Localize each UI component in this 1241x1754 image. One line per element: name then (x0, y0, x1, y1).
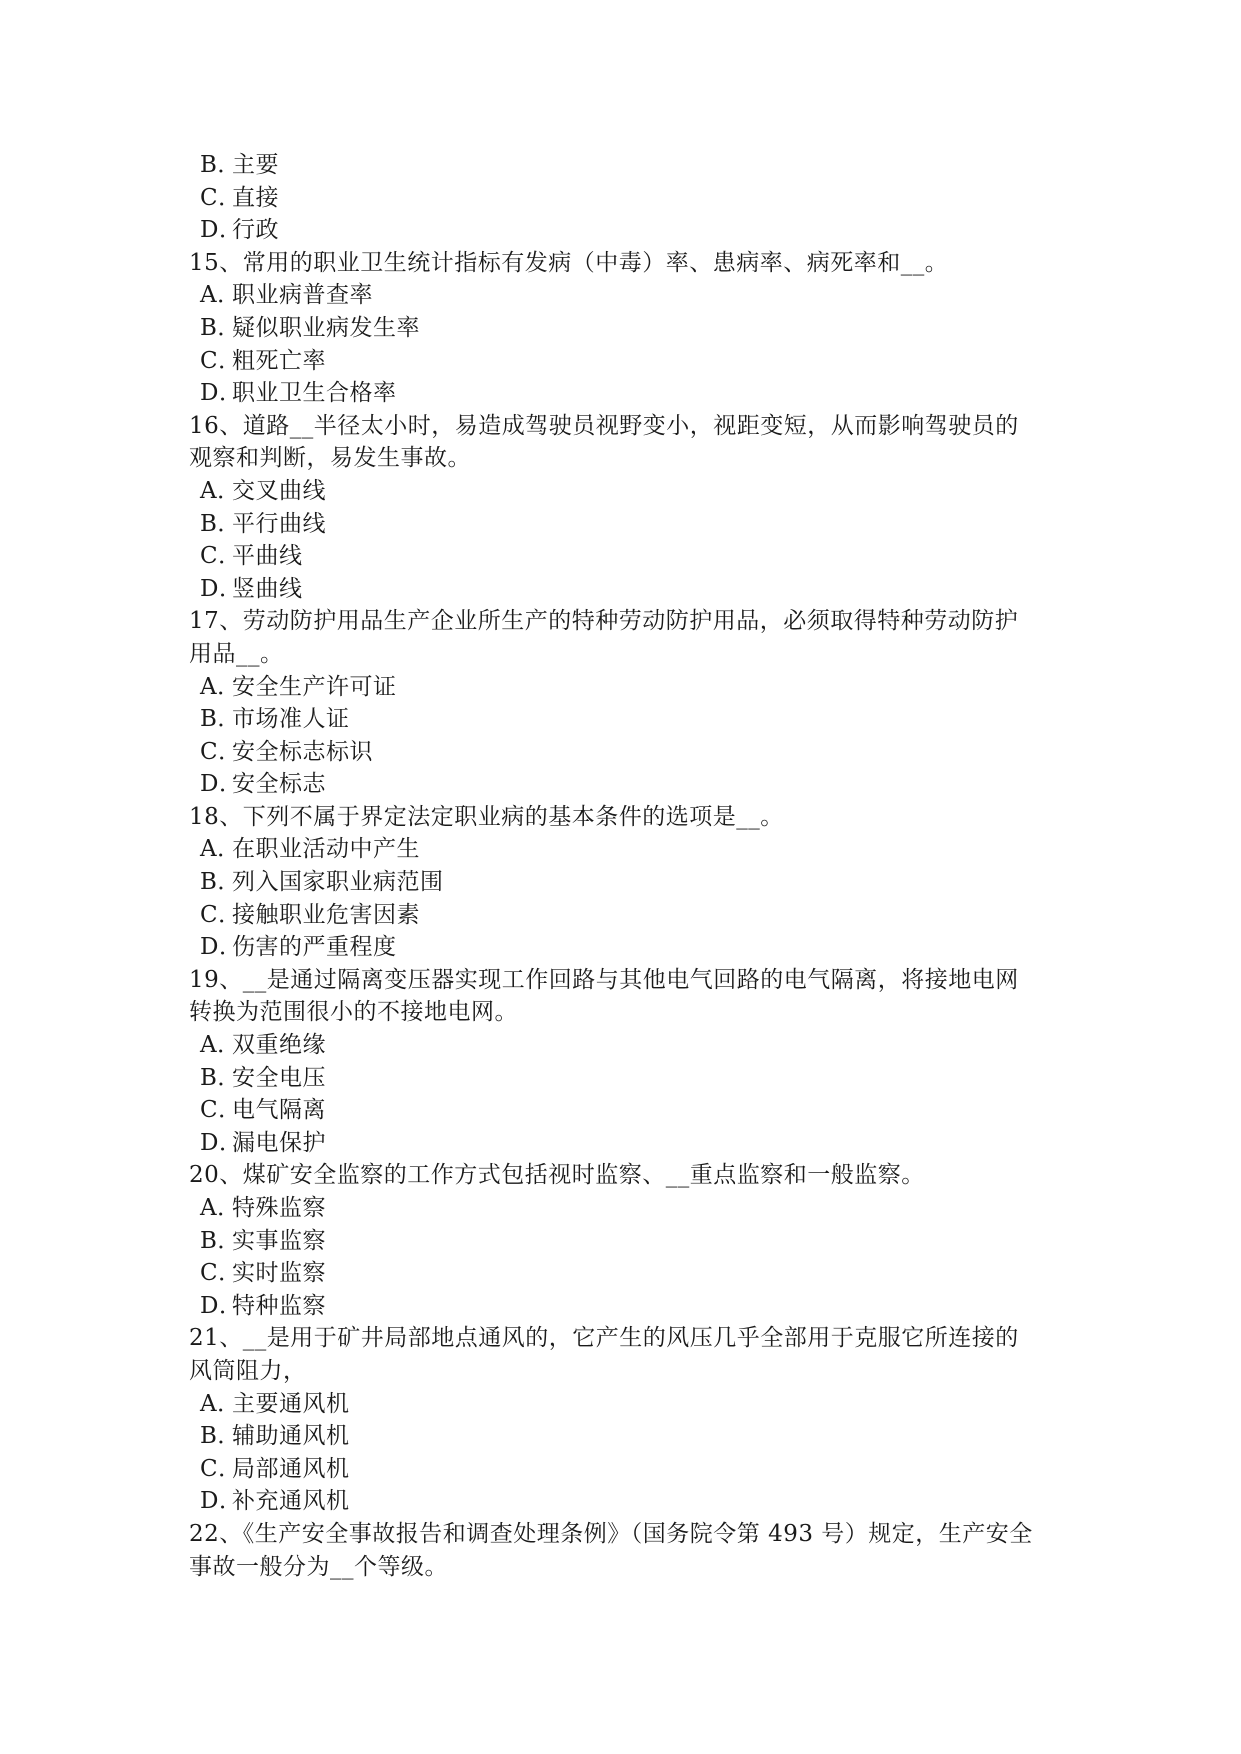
option-letter: B． (200, 314, 241, 341)
option-text: 市场准人证 (232, 706, 350, 733)
option-letter: D． (200, 380, 243, 407)
answer-option (189, 866, 1069, 899)
answer-option (189, 899, 1069, 932)
answer-option (189, 1192, 1069, 1225)
answer-option (189, 508, 1069, 541)
question-text: 18、下列不属于界定法定职业病的基本条件的选项是__。 (189, 803, 784, 830)
question-text: 16、道路__半径太小时，易造成驾驶员视野变小，视距变短，从而影响驾驶员的 (189, 412, 1019, 439)
option-letter: B． (200, 706, 241, 733)
option-text: 列入国家职业病范围 (232, 869, 444, 896)
option-letter: C． (200, 901, 242, 928)
option-letter: D． (200, 1488, 243, 1515)
answer-option (189, 214, 1069, 247)
option-text: 双重绝缘 (232, 1032, 326, 1059)
option-letter: D． (200, 217, 243, 244)
question-text: 19、__是通过隔离变压器实现工作回路与其他电气回路的电气隔离，将接地电网 (189, 966, 1019, 993)
option-text: 安全标志 (232, 771, 326, 798)
option-text: 主要通风机 (232, 1390, 350, 1417)
option-letter: C． (200, 738, 242, 765)
option-text: 行政 (232, 217, 279, 244)
option-text: 实事监察 (232, 1227, 326, 1254)
option-letter: A． (200, 673, 241, 700)
answer-option (189, 540, 1069, 573)
option-text: 局部通风机 (232, 1455, 350, 1482)
option-text: 主要 (232, 152, 279, 178)
answer-option (189, 1388, 1069, 1421)
option-letter: B． (200, 510, 241, 537)
answer-option (189, 671, 1069, 704)
option-text: 安全生产许可证 (232, 673, 397, 700)
option-letter: A． (200, 1390, 241, 1417)
option-letter: C． (200, 1097, 242, 1124)
option-text: 特殊监察 (232, 1195, 326, 1221)
option-letter: A． (200, 836, 241, 863)
option-letter: D． (200, 1129, 243, 1156)
answer-option (189, 1420, 1069, 1453)
option-letter: B． (200, 869, 241, 896)
answer-option (189, 1127, 1069, 1160)
option-letter: B． (200, 1064, 241, 1091)
answer-option (189, 703, 1069, 736)
option-text: 实时监察 (232, 1260, 326, 1287)
option-letter: A． (200, 1195, 241, 1221)
answer-option (189, 736, 1069, 769)
option-text: 安全标志标识 (232, 738, 373, 765)
option-text: 直接 (232, 184, 279, 211)
answer-option (189, 312, 1069, 345)
question-text: 事故一般分为__个等级。 (189, 1553, 448, 1580)
answer-option (189, 573, 1069, 606)
answer-option (189, 377, 1069, 410)
option-text: 漏电保护 (232, 1129, 326, 1156)
answer-option (189, 279, 1069, 312)
question-text: 风筒阻力， (189, 1357, 307, 1384)
answer-option (189, 149, 1069, 182)
option-letter: A． (200, 1032, 241, 1059)
option-letter: D． (200, 575, 243, 602)
option-text: 职业卫生合格率 (232, 380, 397, 407)
option-text: 职业病普查率 (232, 282, 373, 309)
answer-option (189, 1453, 1069, 1486)
question-text: 15、常用的职业卫生统计指标有发病（中毒）率、患病率、病死率和__。 (189, 249, 949, 276)
option-text: 平行曲线 (232, 510, 326, 537)
option-text: 补充通风机 (232, 1488, 350, 1515)
option-letter: B． (200, 1423, 241, 1450)
question-text: 用品__。 (189, 640, 284, 667)
option-letter: B． (200, 1227, 241, 1254)
answer-option (189, 1290, 1069, 1323)
answer-option (189, 475, 1069, 508)
answer-option (189, 1094, 1069, 1127)
option-text: 粗死亡率 (232, 347, 326, 374)
option-text: 交叉曲线 (232, 477, 326, 504)
option-text: 伤害的严重程度 (232, 934, 397, 961)
question-text: 21、__是用于矿井局部地点通风的，它产生的风压几乎全部用于克服它所连接的 (189, 1325, 1019, 1352)
answer-option (189, 1029, 1069, 1062)
option-letter: C． (200, 184, 242, 211)
answer-option (189, 345, 1069, 378)
answer-option (189, 768, 1069, 801)
option-letter: D． (200, 1292, 243, 1319)
option-letter: D． (200, 771, 243, 798)
option-text: 在职业活动中产生 (232, 836, 420, 863)
answer-option (189, 182, 1069, 215)
option-letter: C． (200, 347, 242, 374)
option-letter: A． (200, 477, 241, 504)
document-body (189, 149, 1069, 1583)
option-text: 接触职业危害因素 (232, 901, 420, 928)
option-text: 安全电压 (232, 1064, 326, 1091)
answer-option (189, 833, 1069, 866)
option-text: 电气隔离 (232, 1097, 326, 1124)
option-letter: B． (200, 152, 241, 178)
question-text: 22、《生产安全事故报告和调查处理条例》（国务院令第 493 号）规定，生产安全 (189, 1520, 1033, 1547)
answer-option (189, 1225, 1069, 1258)
option-letter: A． (200, 282, 241, 309)
option-text: 竖曲线 (232, 575, 303, 602)
option-letter: C． (200, 543, 242, 570)
option-text: 辅助通风机 (232, 1423, 350, 1450)
option-letter: C． (200, 1455, 242, 1482)
answer-option (189, 1485, 1069, 1518)
option-text: 疑似职业病发生率 (232, 314, 420, 341)
answer-option (189, 1257, 1069, 1290)
question-text: 观察和判断，易发生事故。 (189, 445, 471, 472)
answer-option (189, 931, 1069, 964)
option-text: 特种监察 (232, 1292, 326, 1319)
answer-option (189, 1062, 1069, 1095)
option-text: 平曲线 (232, 543, 303, 570)
option-letter: D． (200, 934, 243, 961)
question-text: 转换为范围很小的不接地电网。 (189, 999, 518, 1026)
option-letter: C． (200, 1260, 242, 1287)
question-text: 20、煤矿安全监察的工作方式包括视时监察、__重点监察和一般监察。 (189, 1162, 925, 1189)
question-text: 17、劳动防护用品生产企业所生产的特种劳动防护用品，必须取得特种劳动防护 (189, 608, 1019, 635)
